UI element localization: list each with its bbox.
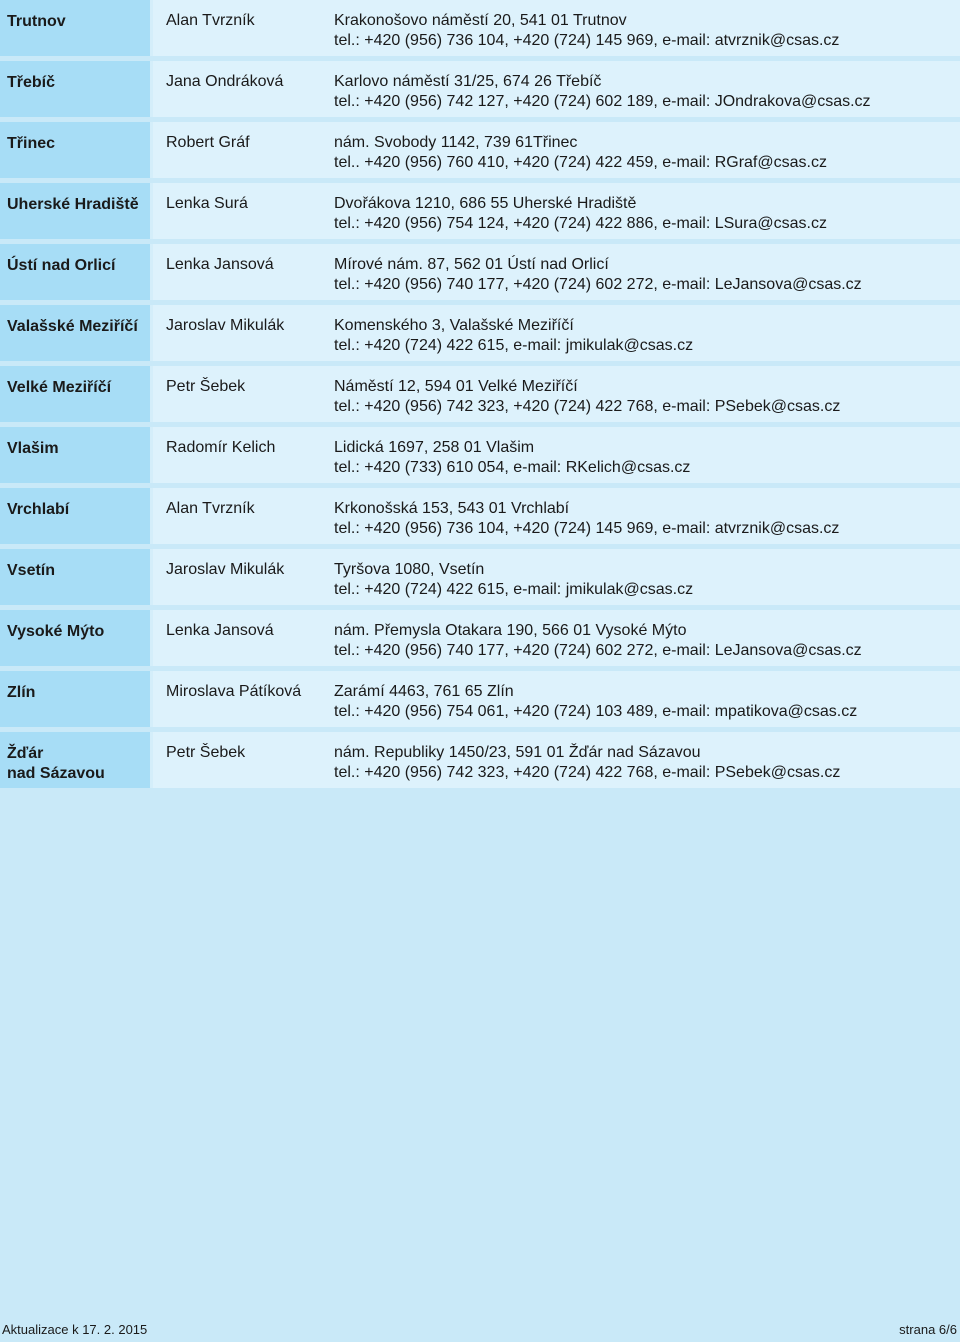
contact-cell [153, 305, 960, 361]
contact-name: Lenka Surá [166, 195, 248, 212]
contact-name: Petr Šebek [166, 378, 246, 395]
contact-cell [153, 732, 960, 788]
contact-address: Tyršova 1080, Vsetín tel.: +420 (724) 422 615, e-mail: jmikulak@csas.cz [334, 561, 694, 598]
contact-cell [153, 366, 960, 422]
city-cell: Velké Meziříčí [0, 366, 150, 422]
contact-name: Alan Tvrzník [166, 500, 255, 517]
contact-name: Lenka Jansová [166, 256, 274, 273]
contact-address: Náměstí 12, 594 01 Velké Meziříčí tel.: +420 (956) 742 323, +420 (724) 422 768, e-mail: PSebek@csas.cz [334, 378, 841, 415]
contact-address: Krkonošská 153, 543 01 Vrchlabí tel.: +420 (956) 736 104, +420 (724) 145 969, e-mail: atvrznik@csas.cz [334, 500, 840, 537]
contact-address: Zarámí 4463, 761 65 Zlín tel.: +420 (956) 754 061, +420 (724) 103 489, e-mail: mpatikova@csas.cz [334, 683, 858, 720]
table-row [0, 244, 960, 300]
city-cell: Třebíč [0, 61, 150, 117]
table-row [0, 671, 960, 727]
table-row [0, 549, 960, 605]
contact-name: Radomír Kelich [166, 439, 276, 456]
city-cell: Vlašim [0, 427, 150, 483]
table-row [0, 61, 960, 117]
city-cell: Třinec [0, 122, 150, 178]
contact-name: Robert Gráf [166, 134, 250, 151]
contact-cell [153, 549, 960, 605]
page-number: strana 6/6 [899, 1322, 957, 1337]
city-cell: Zlín [0, 671, 150, 727]
city-cell: Uherské Hradiště [0, 183, 150, 239]
table-row [0, 305, 960, 361]
contact-cell [153, 183, 960, 239]
table-row [0, 183, 960, 239]
contact-cell [153, 122, 960, 178]
contact-address: Dvořákova 1210, 686 55 Uherské Hradiště tel.: +420 (956) 754 124, +420 (724) 422 886, e-mail: LSura@csas.cz [334, 195, 827, 232]
contact-name: Jana Ondráková [166, 73, 284, 90]
contact-name: Lenka Jansová [166, 622, 274, 639]
contact-address: Mírové nám. 87, 562 01 Ústí nad Orlicí tel.: +420 (956) 740 177, +420 (724) 602 272, e-mail: LeJansova@csas.cz [334, 256, 862, 293]
contact-name: Jaroslav Mikulák [166, 561, 285, 578]
city-cell: Vsetín [0, 549, 150, 605]
city-cell: Vysoké Mýto [0, 610, 150, 666]
contact-cell [153, 610, 960, 666]
contact-name: Petr Šebek [166, 744, 246, 761]
contact-cell [153, 488, 960, 544]
city-cell: Vrchlabí [0, 488, 150, 544]
contact-address: Komenského 3, Valašské Meziříčí tel.: +420 (724) 422 615, e-mail: jmikulak@csas.cz [334, 317, 694, 354]
contact-name: Miroslava Pátíková [166, 683, 302, 700]
update-date: Aktualizace k 17. 2. 2015 [2, 1322, 148, 1337]
contact-name: Jaroslav Mikulák [166, 317, 285, 334]
table-row [0, 427, 960, 483]
contact-cell [153, 427, 960, 483]
table-row [0, 732, 960, 788]
table-row [0, 0, 960, 56]
contact-cell [153, 244, 960, 300]
contact-address: Karlovo náměstí 31/25, 674 26 Třebíč tel.: +420 (956) 742 127, +420 (724) 602 189, e-mail: JOndrakova@csas.cz [334, 73, 871, 110]
table-row [0, 122, 960, 178]
city-cell: Ústí nad Orlicí [0, 244, 150, 300]
contact-address: nám. Přemysla Otakara 190, 566 01 Vysoké Mýto tel.: +420 (956) 740 177, +420 (724) 602 272, e-mail: LeJansova@csas.cz [334, 622, 862, 659]
contact-name: Alan Tvrzník [166, 12, 255, 29]
contact-cell [153, 0, 960, 56]
contact-address: Lidická 1697, 258 01 Vlašim tel.: +420 (733) 610 054, e-mail: RKelich@csas.cz [334, 439, 691, 476]
table-row [0, 366, 960, 422]
city-cell: Trutnov [0, 0, 150, 56]
contact-cell [153, 671, 960, 727]
contact-address: nám. Svobody 1142, 739 61Třinec tel.. +420 (956) 760 410, +420 (724) 422 459, e-mail: RGraf@csas.cz [334, 134, 827, 171]
city-cell: Žďár nad Sázavou [0, 732, 150, 788]
table-row [0, 610, 960, 666]
table-row [0, 488, 960, 544]
contact-address: nám. Republiky 1450/23, 591 01 Žďár nad Sázavou tel.: +420 (956) 742 323, +420 (724) 422 768, e-mail: PSebek@csas.cz [334, 744, 841, 781]
contact-cell [153, 61, 960, 117]
city-cell: Valašské Meziříčí [0, 305, 150, 361]
contact-address: Krakonošovo náměstí 20, 541 01 Trutnov tel.: +420 (956) 736 104, +420 (724) 145 969, e-mail: atvrznik@csas.cz [334, 12, 840, 49]
